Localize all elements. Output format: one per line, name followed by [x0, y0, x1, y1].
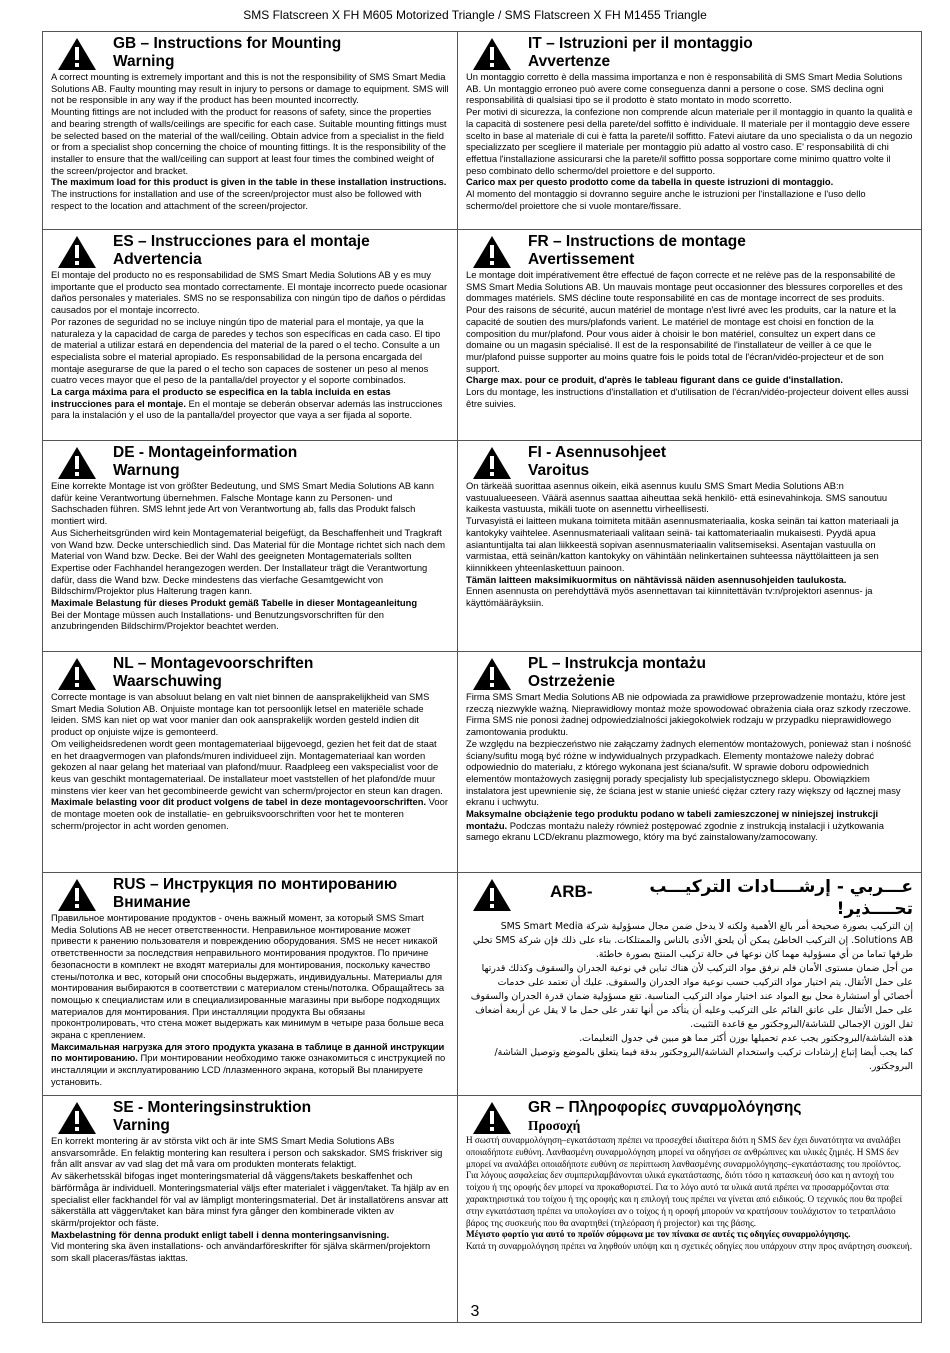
section-paragraph [51, 1170, 449, 1229]
bold-text: Carico max per questo prodotto come da tabella in queste istruzioni di montaggio. [466, 176, 834, 188]
section-paragraph [51, 1135, 449, 1170]
paragraph-text: Le montage doit impérativement être effectué de façon correcte et ne relève pas de la responsabilité de SMS Smart Media Solutions AB. Un mauvais montage peut occasionner des blessures corporelles et des dommages matériels. SMS décline toute responsabilité en cas de montage incorrect de ses produits. [466, 269, 903, 304]
section-arb [458, 873, 921, 1096]
section-paragraph [51, 597, 449, 609]
section-paragraph [466, 269, 913, 304]
section-title: PL – Instrukcja montażu [528, 655, 707, 672]
section-language-code: ARB- [550, 882, 593, 901]
section-heading [466, 35, 913, 71]
paragraph-text: Για λόγους ασφαλείας δεν συμπεριλαμβάνονται υλικά εγκατάστασης, διότι τόσο η κατασκευή όσο και η αντοχή του τοίχου ή της οροφής δεν μπορεί να προκαθοριστεί. Για το λόγο αυτό τα υλικά αυτά πρέπει να προσαρμόζονται στα χαρακτηριστικά του τοίχου ή της οροφής και η επιλογή τους πρέπει να γίνεται από ειδικούς. Ο τεχνικός που θα προβεί στην εγκατάσταση πρέπει να υπολογίσει αν ο τοίχος ή η οροφή μπορούν να κρατήσουν τουλάχιστον το τετραπλάσιο βάρος της συσκευής που θα αναρτηθεί (τηλεόραση ή projector) και της βάσης. [466, 1170, 903, 1228]
section-body [51, 691, 449, 831]
section-fr [458, 230, 921, 441]
section-paragraph [51, 316, 449, 386]
section-paragraph [51, 269, 449, 316]
warning-triangle-icon [57, 878, 97, 912]
bold-text: Charge max. pour ce produit, d'après le tableau figurant dans ce guide d'installation. [466, 374, 843, 386]
section-heading [466, 444, 913, 480]
paragraph-text: Per motivi di sicurezza, la confezione non comprende alcun materiale per il montaggio in quanto la qualità e la capacità di sostenere pesi della parete/del soffitto è individuale. Il materiale per il montaggio deve essere scelto in base al materiale di cui è fatta la parete/il soffitto. Fatevi aiutare da uno specialista o da un negozio specializzato per scegliere il materiale per montaggio più adatto al vostro caso. E' responsabilità di chi effettua l'installazione assicurarsi che la parete/il soffitto possa sopportare come minimo quattro volte il peso combinato dello schermo/del proiettore e del supporto. [466, 106, 913, 176]
paragraph-text: A correct mounting is extremely important and this is not the responsibility of SMS Smart Media Solutions AB. Faulty mounting may result in injury to persons or damage to equipment. SMS will not be responsible in any way if the product has been mounted incorrectly. [51, 71, 449, 106]
paragraph-text: Podczas montażu należy również postępować zgodnie z instrukcją instalacji i użytkowania samego ekranu LCD/ekranu plazmowego, który ma być zainstalowany/zamocowany. [466, 819, 884, 843]
paragraph-text: Un montaggio corretto è della massima importanza e non è responsabilità di SMS Smart Media Solutions AB. Un montaggio erroneo può avere come conseguenza danni a persone o cose. SMS declina ogni responsabilità di qualsiasi tipo se il prodotto è stato montato in modo scorretto. [466, 71, 903, 106]
section-paragraph [466, 1170, 913, 1229]
warning-triangle-icon [472, 235, 512, 269]
paragraph-text: Correcte montage is van absoluut belang en valt niet binnen de aansprakelijkheid van SMS Smart Media Solution AB. Onjuiste montage kan tot persoonlijk letsel en materiële schade leiden. SMS kan niet op wat voor manier dan ook aansprakelijk worden gesteld indien dit product op onjuiste wijze is gemonteerd. [51, 691, 430, 738]
bold-text: Maxbelastning för denna produkt enligt tabell i denna monteringsanvisning. [51, 1228, 390, 1240]
section-paragraph [51, 1229, 449, 1241]
bold-text: Tämän laitteen maksimikuormitus on nähtävissä näiden asennusohjeiden taulukosta. [466, 573, 847, 585]
section-subtitle: Προσοχή [528, 1118, 581, 1133]
section-paragraph [466, 808, 913, 843]
section-title: IT – Istruzioni per il montaggio [528, 35, 753, 52]
paragraph-text: Ennen asennusta on perehdyttävä myös asennettavan tai kiinnitettävän tv:n/projektori asennus- ja käyttömääräyksiin. [466, 585, 873, 609]
section-paragraph [51, 796, 449, 831]
section-paragraph [466, 386, 913, 409]
section-title: NL – Montagevoorschriften [113, 655, 314, 672]
section-body [466, 1135, 913, 1253]
paragraph-text: Al momento del montaggio si dovranno seguire anche le istruzioni per l'installazione e l'uso dello schermo/del proiettore che si vuole montare/fissare. [466, 188, 866, 211]
section-subtitle: تحــــذير! [836, 899, 913, 919]
section-title: RUS – Инструкция по монтированию [113, 876, 398, 893]
paragraph-text: Turvasyistä ei laitteen mukana toimiteta mitään asennusmateriaalia, koska seinän tai katton materiaali ja kantokyky vaihtelee. Asennusmateriaali valitaan seinä- tai kattomateriaalin mukaisesti. Pyydä apua asiantuntijalta tai alan liikkeestä sopivan asennusmateriaalin valitsemiseksi. Asentajan vastuulla on varmistaa, että seinän/katton kantokyky on vähintään nelinkertainen suhteessa näyttölaitteen ja sen kiinnikkeen yhteenlaskettuun painoon. [466, 515, 899, 573]
warning-triangle-icon [57, 657, 97, 691]
section-pl [458, 652, 921, 873]
bold-text: Максимальная нагрузка для этого продукта указана в таблице в данной инструкции по монтированию. [51, 1040, 445, 1064]
section-nl [43, 652, 458, 873]
paragraph-text: كما يجب أيضا إتباع إرشادات تركيب واستخدام الشاشة/البروجكتور بدقة فيما يتعلق بالموضع وتوصيل الشاشة/البروجكتور. [494, 1047, 913, 1072]
section-title: SE - Monteringsinstruktion [113, 1099, 312, 1116]
section-heading [51, 655, 449, 691]
instructions-grid [42, 31, 922, 1323]
paragraph-text: إن التركيب بصورة صحيحة أمر بالغ الأهمية ولكنه لا يدخل ضمن مجال مسؤولية شركة SMS Smart Media Solutions AB. إن التركيب الخاطئ يمكن أن يلحق الأذى بالناس والممتلكات. بناء على ذلك فإن شركة SMS تخلي طرفها تماما من أي مسؤولية مهما كان نوعها في حالة تركيب المنتج بصورة خاطئة. [472, 921, 913, 960]
section-title: ES – Instrucciones para el montaje [113, 233, 370, 250]
section-subtitle: Внимание [113, 894, 191, 911]
section-paragraph [466, 374, 913, 386]
paragraph-text: Правильное монтирование продуктов - очень важный момент, за который SMS Smart Media Solutions AB не несет ответственности. Неправильное монтирование может привести к ранению пользователя и повреждению оборудования. SMS не несет никакой ответственности за последствия неправильного монтирования продуктов. По причине безопасности в комплект не входят материалы для монтирования, поскольку качество стены/потолка и вес, который они способны выдержать, индивидуальны. Материалы для монтирования выбираются в соответствии с материалом стены/потолка. Обращайтесь за помощью к специалистам или в специализированные магазины при выборе подходящих материалов для монтирования. При инсталляции продукта Вы обязаны проконтролировать, что стена может выдержать как минимум в четыре раза больше веса экрана с креплением. [51, 912, 445, 1041]
section-heading [466, 1099, 913, 1135]
section-heading [51, 233, 449, 269]
bold-text: Μέγιστο φορτίο για αυτό το προϊόν σύμφωνα με τον πίνακα σε αυτές τις οδηγίες συναρμολόγησης. [466, 1229, 851, 1240]
paragraph-text: При монтировании необходимо также ознакомиться с инструкцией по инсталляции и эксплуатированию LCD /плазменного экрана, который Вы планируете установить. [51, 1052, 446, 1087]
section-paragraph [466, 304, 913, 374]
paragraph-text: El montaje del producto no es responsabilidad de SMS Smart Media Solutions AB y es muy importante que el producto sea montado correctamente. El montaje incorrecto puede ocasionar daños personales y materiales. SMS no se responsabiliza con ningún tipo de daños o pérdidas causados por el montaje incorrecto. [51, 269, 448, 316]
section-subtitle: Avertissement [528, 251, 635, 268]
paragraph-text: Bei der Montage müssen auch Installations- und Benutzungsvorschriften für den anzubringenden Bildschirm/Projektor beachtet werden. [51, 608, 385, 632]
section-body [51, 71, 449, 211]
bold-text: The maximum load for this product is given in the table in these installation instructions. [51, 176, 447, 188]
paragraph-text: Eine korrekte Montage ist von größter Bedeutung, und SMS Smart Media Solutions AB kann dafür keine Verantwortung übernehmen. Falsche Montage kann zu Personen- und Sachschaden führen. SMS lehnt jede Art von Verantwortung ab, falls das Produkt falsch montiert wird. [51, 480, 435, 527]
section-body [466, 480, 913, 609]
section-paragraph [466, 176, 913, 188]
section-paragraph [466, 515, 913, 574]
paragraph-text: Om veiligheidsredenen wordt geen montagemateriaal bijgevoegd, gezien het feit dat de staat en het draagvermogen van plafonds/muren individueel zijn. Montagemateriaal kan worden gekozen al naar gelang het materiaal van plafond/muur. Raadpleeg een vakspecialist voor de keus van geschikt montagemateriaal. De installateur moet vaststellen of het plafond/de muur minstens vier keer van het gecombineerde gewicht van scherm/projector en steun kan dragen. [51, 737, 443, 796]
section-paragraph [466, 106, 913, 176]
paragraph-text: En el montaje se deberán observar además las instrucciones para la instalación y el uso de la pantalla/del proyector que vaya a ser fijada al soporte. [51, 397, 443, 421]
section-heading [51, 876, 449, 912]
paragraph-text: Por razones de seguridad no se incluye ningún tipo de material para el montaje, ya que la naturaleza y la capacidad de carga de paredes y techos son específicas en cada caso. El tipo de material a utilizar estará en dependencia del material de la pared o el techo. Consulte a un especialista sobre el material apropiado. Es responsabilidad de la persona encargada del montaje asegurarse de que la pared o el techo son capaces de sostener un peso al menos cuatro veces mayor que el peso de la pantalla/del proyector y el soporte combinados. [51, 315, 441, 386]
warning-triangle-icon [57, 446, 97, 480]
warning-triangle-icon [472, 37, 512, 71]
warning-triangle-icon [472, 446, 512, 480]
section-paragraph [466, 1032, 913, 1046]
section-paragraph [51, 1041, 449, 1088]
section-paragraph [466, 1046, 913, 1074]
bold-text: Maksymalne obciążenie tego produktu podano w tabeli zamieszczonej w niniejszej instrukcji montażu. [466, 808, 879, 831]
section-gb [43, 32, 458, 230]
paragraph-text: Η σωστή συναρμολόγηση–εγκατάσταση πρέπει να προσεχθεί ιδιαίτερα διότι η SMS δεν έχει δυνατότητα να αναλάβει οποιαδήποτε ευθύνη. Λανθασμένη συναρμολόγηση μπορεί να οδηγήσει σε ανθρώπινες και υλικές ζημιές. Η SMS δεν μπορεί να αναλάβει οποιαδήποτε ευθύνη σε περίπτωση λανθασμένης συναρμολόγησης–εγκατάστασης του προϊόντος. [466, 1135, 902, 1169]
section-paragraph [51, 386, 449, 421]
warning-triangle-icon [57, 1101, 97, 1135]
document-header: SMS Flatscreen X FH M605 Motorized Triangle / SMS Flatscreen X FH M1455 Triangle [243, 8, 707, 22]
section-subtitle: Warning [113, 53, 175, 70]
section-rus [43, 873, 458, 1096]
section-paragraph [51, 912, 449, 1041]
section-subtitle: Ostrzeżenie [528, 673, 616, 690]
section-paragraph [466, 1135, 913, 1170]
section-paragraph [51, 1240, 449, 1263]
section-heading [466, 876, 913, 920]
bold-text: Maximale Belastung für dieses Produkt gemäß Tabelle in dieser Montageanleitung [51, 597, 418, 609]
section-fi [458, 441, 921, 652]
warning-triangle-icon [57, 235, 97, 269]
bold-text: Maximale belasting voor dit product volgens de tabel in deze montagevoorschriften. [51, 796, 427, 808]
paragraph-text: On tärkeää suorittaa asennus oikein, eikä asennus kuulu SMS Smart Media Solutions AB:n vastuualueeseen. Väärä asennus saattaa aiheuttaa sekä henkilö- että esinevahinkoja. SMS sanoutuu kaikesta vastuusta, mikäli tuote on asennettu virheellisesti. [466, 480, 888, 515]
warning-triangle-icon [57, 37, 97, 71]
paragraph-text: Voor de montage moeten ook de installatie- en gebruiksvoorschriften voor het te monteren scherm/projector in acht worden genomen. [51, 796, 448, 831]
section-paragraph [51, 480, 449, 527]
section-title: GB – Instructions for Mounting [113, 35, 342, 52]
section-heading [466, 233, 913, 269]
section-paragraph [466, 585, 913, 608]
section-paragraph [51, 738, 449, 797]
section-body [466, 920, 913, 1074]
section-paragraph [466, 71, 913, 106]
paragraph-text: Firma SMS Smart Media Solutions AB nie odpowiada za prawidłowe przeprowadzenie montażu, które jest rzeczą niezwykle ważną. Nieprawidłowy montaż może spowodować obrażenia ciała oraz szkody rzeczowe. Firma SMS nie ponosi żadnej odpowiedzialności jakiegokolwiek rodzaju w przypadku nieprawidłowego zamontowania produktu. [466, 691, 911, 738]
section-es [43, 230, 458, 441]
section-paragraph [51, 71, 449, 106]
section-paragraph [466, 738, 913, 808]
section-paragraph [466, 920, 913, 962]
section-subtitle: Varoitus [528, 462, 590, 479]
section-paragraph [466, 1241, 913, 1253]
section-paragraph [51, 691, 449, 738]
section-title: FR – Instructions de montage [528, 233, 746, 250]
section-heading [51, 35, 449, 71]
section-paragraph [466, 188, 913, 211]
section-heading [51, 1099, 449, 1135]
paragraph-text: Pour des raisons de sécurité, aucun matériel de montage n'est livré avec les produits, car la nature et la capacité de soutien des murs/plafonds varient. Le matériel de montage est choisi en fonction de la composition du mur/plafond. Pour vous aider à choisir le bon matériel, consultez un expert dans ce domaine ou un magasin spécialisé. Il est de la responsabilité de l'installateur de veiller à ce que le mur/plafond puisse supporter au moins quatre fois le poids total de l'écran/vidéo-projecteur et de son support. [466, 304, 897, 374]
warning-triangle-icon [472, 878, 512, 912]
section-paragraph [466, 962, 913, 1032]
section-body [51, 912, 449, 1088]
paragraph-text: Vid montering ska även installations- och användarföreskrifter för själva skärmen/projektorn som skall placeras/fästas iakttas. [51, 1240, 431, 1264]
section-paragraph [466, 1229, 913, 1241]
section-paragraph [466, 574, 913, 586]
section-body [51, 269, 449, 421]
section-body [51, 480, 449, 632]
paragraph-text: Mounting fittings are not included with the product for reasons of safety, since the properties and bearing strength of walls/ceilings are specific for each case. Suitable mounting fittings must be selected based on the material of the wall/ceiling. Obtain advice from a specialist in the field or from a specialist shop concerning the choice of mounting fittings. It is the responsibility of the installer to ensure that the wall/ceiling can support at least four times the combined weight of the screen/projector and bracket. [51, 106, 447, 176]
section-gr [458, 1096, 921, 1322]
section-subtitle: Warnung [113, 462, 180, 479]
paragraph-text: من أجل ضمان مستوى الأمان فلم نرفق مواد التركيب لأن هناك تباين في نوعية الجدران والسقوف وكذلك قدرتها على حمل الأثقال. يتم اختيار مواد التركيب حسب نوعية مواد الجدران والسقوف. عليك أن تعتمد على خدمات أخصائي أو استشارة محل بيع المواد عند اختيار مواد التركيب المناسبة. تقع مسؤولية ضمان قدرة الجدران والسقوف على حمل الأثقال على عاتق القائم على التركيب وعليه أن يتأكد من أنها تقدر على حمل ما لا يقل عن أربعة أضعاف ثقل الوزن الإجمالي للشاشة/البروجكتور مع قاعدة التثبيت. [470, 963, 913, 1030]
paragraph-text: The instructions for installation and use of the screen/projector must also be followed with respect to the location and attachment of the screen/projector. [51, 188, 422, 211]
section-body [466, 269, 913, 409]
section-title: GR – Πληροφορίες συναρμολόγησης [528, 1099, 802, 1116]
paragraph-text: Lors du montage, les instructions d'installation et d'utilisation de l'écran/vidéo-projecteur doivent elles aussi être suivies. [466, 386, 909, 409]
section-title: FI - Asennusohjeet [528, 444, 667, 461]
section-body [466, 691, 913, 843]
section-body [51, 1135, 449, 1264]
paragraph-text: Aus Sicherheitsgründen wird kein Montagematerial beigefügt, da Beschaffenheit und Tragkraft von Wand bzw. Decke unterschiedlich sind. Das Material für die Montage richtet sich nach dem Material von Wand bzw. Decke. Bei der Wahl des geeigneten Montagematerials sollten Expertise oder Fachhandel herangezogen werden. Der Installateur trägt die Verantwortung dafür, dass die Wand bzw. Decke mindestens das vierfache Gesamtgewicht von Bildschirm/Projektor plus Halterung tragen kann. [51, 526, 446, 597]
section-paragraph [51, 609, 449, 632]
section-title: DE - Montageinformation [113, 444, 298, 461]
section-title: عـــربي - إرشــــادات التركيـــب [649, 877, 913, 897]
section-paragraph [51, 176, 449, 211]
section-paragraph [51, 106, 449, 176]
section-subtitle: Avvertenze [528, 53, 611, 70]
paragraph-text: Av säkerhetsskäl bifogas inget monteringsmaterial då väggens/takets beskaffenhet och bärförmåga är individuell. Monteringsmaterial väljs efter materialet i väggen/taket. Ta hjälp av en specialist eller fackhandel för val av lämpligt monteringsmaterial. Det är installatörens ansvar att säkerställa att väggen/taket kan bära minst fyra gånger den kombinerade vikten av skärm/projektor och fäste. [51, 1170, 449, 1228]
section-it [458, 32, 921, 230]
warning-triangle-icon [472, 657, 512, 691]
bold-text: La carga máxima para el producto se especifica en la tabla incluida en estas instrucciones para el montaje. [51, 386, 391, 409]
page-number: 3 [470, 1303, 480, 1320]
section-heading [51, 444, 449, 480]
paragraph-text: هذه الشاشة/البروجكتور يجب عدم تحميلها بوزن أكثر مما هو مبين في جدول التعليمات. [579, 1033, 913, 1044]
section-subtitle: Varning [113, 1117, 170, 1134]
section-body [466, 71, 913, 211]
section-paragraph [466, 691, 913, 738]
section-de [43, 441, 458, 652]
warning-triangle-icon [472, 1101, 512, 1135]
section-paragraph [51, 527, 449, 597]
section-subtitle: Advertencia [113, 251, 202, 268]
section-se [43, 1096, 458, 1322]
paragraph-text: Κατά τη συναρμολόγηση πρέπει να ληφθούν υπόψη και η σχετικές οδηγίες που υπάρχουν στην προς ανάρτηση συσκευή. [466, 1241, 913, 1252]
section-paragraph [466, 480, 913, 515]
section-subtitle: Waarschuwing [113, 673, 222, 690]
paragraph-text: Ze względu na bezpieczeństwo nie załączamy żadnych elementów montażowych, ponieważ stan i nośność ściany/sufitu mogą być różne w indywidualnych przypadkach. Elementy montażowe należy dobrać odpowiednio do materiału, z którego wykonana jest ściana/sufit. W sprawie doboru odpowiednich elementów montażowych zasięgnij porady specjalisty lub specjalistycznego sklepu. Obowiązkiem instalatora jest upewnienie się, że ściana jest w stanie unieść ciężar cztery razy większy od łącznej masy ekranu i uchwytu. [466, 737, 912, 808]
paragraph-text: En korrekt montering är av största vikt och är inte SMS Smart Media Solutions ABs ansvarsområde. En felaktig montering kan resultera i person och sakskador. SMS friskriver sig från allt ansvar av vad slag det må vara om produkten monterats felaktigt. [51, 1135, 443, 1170]
section-heading [466, 655, 913, 691]
